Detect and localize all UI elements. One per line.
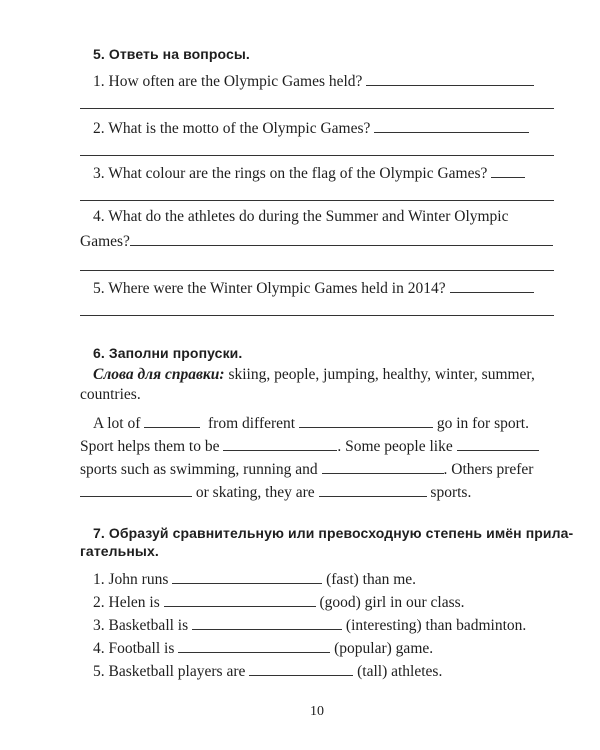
ex7-item-5-text: 5. Basketball players are	[93, 663, 246, 680]
ex6-hint-label: Слова для справки:	[93, 366, 225, 383]
ex7-item-1-hint: (fast) than me.	[326, 571, 417, 588]
ex6-blank-6[interactable]	[80, 482, 192, 497]
ex5-q4-answer-blank[interactable]	[130, 231, 553, 246]
ex5-question-5	[93, 278, 534, 298]
ex5-q2-answer-line[interactable]	[80, 155, 554, 156]
ex6-blank-5[interactable]	[322, 459, 444, 474]
ex5-q2-answer-blank[interactable]	[374, 118, 529, 133]
ex5-question-4-cont	[80, 231, 553, 251]
ex7-item-3-hint: (interesting) than badminton.	[345, 617, 527, 634]
ex6-l1-text-a: A lot of	[93, 415, 141, 432]
ex6-l2-text-a: Sport helps them to be	[80, 438, 220, 455]
ex6-line-4	[80, 482, 471, 502]
ex5-q3-text: 3. What colour are the rings on the flag of the Olympic Games?	[93, 165, 488, 182]
ex7-item-1-text: 1. John runs	[93, 571, 169, 588]
ex5-q5-text: 5. Where were the Winter Olympic Games held in 2014?	[93, 280, 446, 297]
ex5-q3-answer-line[interactable]	[80, 200, 554, 201]
ex6-word-bank-cont: countries.	[80, 386, 141, 403]
ex7-item-5-hint: (tall) athletes.	[357, 663, 443, 680]
ex6-blank-7[interactable]	[319, 482, 427, 497]
ex5-q4-text-line2: Games?	[80, 233, 130, 250]
ex7-item-5-blank[interactable]	[249, 661, 353, 676]
ex7-item-4-blank[interactable]	[178, 638, 330, 653]
ex5-q3-answer-blank[interactable]	[491, 163, 525, 178]
ex7-item-4-text: 4. Football is	[93, 640, 175, 657]
ex7-item-4	[93, 638, 433, 658]
ex7-item-4-hint: (popular) game.	[334, 640, 434, 657]
ex6-line-3	[80, 459, 533, 479]
ex7-item-3-blank[interactable]	[192, 615, 342, 630]
ex5-heading: 5. Ответь на вопросы.	[93, 46, 250, 62]
ex7-heading-line2: гательных.	[80, 543, 159, 559]
ex5-question-3	[93, 163, 525, 183]
ex5-q4-text-line1: 4. What do the athletes do during the Summer and Winter Olympic	[93, 208, 509, 225]
ex7-item-3-text: 3. Basketball is	[93, 617, 189, 634]
ex6-l4-text-a: or skating, they are	[195, 484, 315, 501]
ex5-question-1	[93, 71, 534, 91]
ex6-blank-1[interactable]	[144, 413, 200, 428]
ex6-heading: 6. Заполни пропуски.	[93, 345, 243, 361]
ex5-question-4	[93, 208, 509, 226]
ex6-l4-text-b: sports.	[430, 484, 472, 501]
ex7-item-1-blank[interactable]	[172, 569, 322, 584]
ex6-hint-words: skiing, people, jumping, healthy, winter, summer,	[224, 366, 535, 383]
ex7-item-2-blank[interactable]	[164, 592, 316, 607]
ex6-blank-4[interactable]	[457, 436, 539, 451]
ex5-q4-answer-line[interactable]	[80, 270, 554, 271]
ex7-heading-line1: 7. Образуй сравнительную или превосходную степень имён прила-	[93, 525, 574, 541]
ex5-question-2	[93, 118, 529, 138]
ex7-item-2	[93, 592, 465, 612]
ex6-line-1	[93, 413, 529, 433]
ex7-item-3	[93, 615, 526, 635]
ex6-word-bank	[93, 366, 535, 384]
ex7-item-2-hint: (good) girl in our class.	[319, 594, 465, 611]
ex6-blank-3[interactable]	[223, 436, 337, 451]
ex7-item-2-text: 2. Helen is	[93, 594, 160, 611]
ex6-l3-text-a: sports such as swimming, running and	[80, 461, 318, 478]
ex5-q5-answer-blank[interactable]	[450, 278, 534, 293]
ex5-q1-answer-line[interactable]	[80, 108, 554, 109]
ex6-l1-text-c: go in for sport.	[436, 415, 529, 432]
ex6-l1-text-b: from different	[208, 415, 296, 432]
ex6-blank-2[interactable]	[299, 413, 433, 428]
page-number: 10	[310, 704, 324, 719]
ex7-item-5	[93, 661, 442, 681]
ex6-l3-text-b: . Others prefer	[443, 461, 534, 478]
ex5-q2-text: 2. What is the motto of the Olympic Games?	[93, 120, 371, 137]
ex7-item-1	[93, 569, 416, 589]
ex5-q1-answer-blank[interactable]	[366, 71, 534, 86]
ex5-q1-text: 1. How often are the Olympic Games held?	[93, 73, 363, 90]
ex6-l2-text-b: . Some people like	[337, 438, 453, 455]
ex5-q5-answer-line[interactable]	[80, 315, 554, 316]
ex6-line-2	[80, 436, 539, 456]
